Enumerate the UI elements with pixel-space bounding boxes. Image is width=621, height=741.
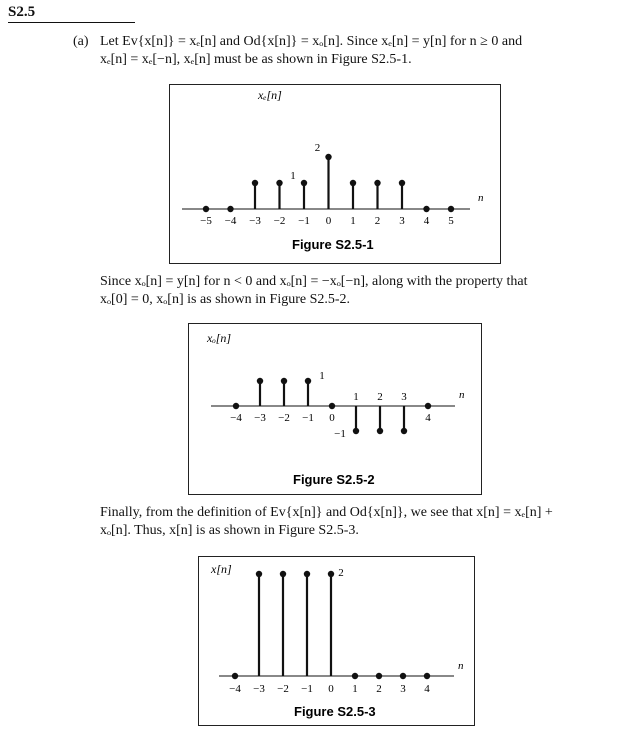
stem-point bbox=[401, 428, 407, 434]
tick-label: −4 bbox=[230, 412, 242, 424]
stem-point bbox=[376, 673, 382, 679]
tick-label: −2 bbox=[273, 215, 286, 227]
stem-point bbox=[377, 428, 383, 434]
stem-point bbox=[423, 206, 429, 212]
tick-label: −1 bbox=[301, 683, 313, 695]
stem-point bbox=[325, 154, 331, 160]
stem-point bbox=[425, 403, 431, 409]
tick-label: 1 bbox=[352, 683, 358, 695]
tick-label: 3 bbox=[399, 215, 405, 227]
signal-label: x[n] bbox=[211, 562, 232, 576]
tick-label: −4 bbox=[229, 683, 241, 695]
stem-point bbox=[329, 403, 335, 409]
tick-label: −2 bbox=[278, 412, 290, 424]
stem-point bbox=[399, 180, 405, 186]
stem-point bbox=[232, 673, 238, 679]
section-rule bbox=[8, 22, 135, 23]
stem-point bbox=[352, 673, 358, 679]
stem-plot-svg bbox=[170, 85, 500, 263]
stem-point bbox=[227, 206, 233, 212]
tick-label: −3 bbox=[254, 412, 266, 424]
stem-plot-svg bbox=[189, 324, 481, 494]
tick-label: 2 bbox=[376, 683, 382, 695]
figure-caption: Figure S2.5-1 bbox=[292, 237, 374, 252]
value-annotation: −1 bbox=[334, 428, 346, 440]
para2-line-2: xₒ[0] = 0, xₒ[n] is as shown in Figure S2.5-2. bbox=[100, 292, 351, 307]
tick-label: 1 bbox=[353, 391, 359, 403]
part-a-label: (a) bbox=[73, 34, 89, 49]
tick-label: −3 bbox=[253, 683, 265, 695]
figure-caption: Figure S2.5-3 bbox=[294, 704, 376, 719]
tick-label: 5 bbox=[448, 215, 454, 227]
tick-label: 2 bbox=[374, 215, 381, 227]
stem-point bbox=[256, 571, 262, 577]
stem-point bbox=[424, 673, 430, 679]
para2-line-1: Since xₒ[n] = y[n] for n < 0 and xₒ[n] = −xₒ[−n], along with the property that bbox=[100, 274, 528, 289]
axis-n-label: n bbox=[459, 389, 465, 401]
tick-label: −3 bbox=[249, 215, 261, 227]
stem-point bbox=[281, 378, 287, 384]
stem-point bbox=[448, 206, 454, 212]
stem-point bbox=[328, 571, 334, 577]
tick-label: 0 bbox=[325, 215, 332, 227]
tick-label: 4 bbox=[425, 412, 431, 424]
stem-point bbox=[305, 378, 311, 384]
part-a-line-2: xₑ[n] = xₑ[−n], xₑ[n] must be as shown in Figure S2.5-1. bbox=[100, 52, 412, 67]
signal-label: xₑ[n] bbox=[258, 88, 282, 102]
stem-point bbox=[304, 571, 310, 577]
stem-point bbox=[280, 571, 286, 577]
para3-line-2: xₒ[n]. Thus, x[n] is as shown in Figure S2.5-3. bbox=[100, 523, 359, 538]
stem-plot-svg bbox=[199, 557, 474, 725]
axis-n-label: n bbox=[478, 192, 484, 204]
figure-caption: Figure S2.5-2 bbox=[293, 472, 375, 487]
figure-s2-5-2 bbox=[188, 323, 482, 495]
part-a-line-1: Let Ev{x[n]} = xₑ[n] and Od{x[n]} = xₒ[n]. Since xₑ[n] = y[n] for n ≥ 0 and bbox=[100, 34, 523, 49]
section-heading: S2.5 bbox=[8, 4, 36, 20]
stem-point bbox=[257, 378, 263, 384]
figure-s2-5-1 bbox=[169, 84, 501, 264]
tick-label: 0 bbox=[329, 412, 335, 424]
tick-label: −1 bbox=[302, 412, 314, 424]
stem-point bbox=[400, 673, 406, 679]
tick-label: −5 bbox=[200, 215, 212, 227]
tick-label: 4 bbox=[423, 215, 430, 227]
tick-label: −2 bbox=[277, 683, 289, 695]
signal-label: xₒ[n] bbox=[207, 331, 232, 345]
tick-label: 2 bbox=[377, 391, 383, 403]
stem-point bbox=[203, 206, 209, 212]
tick-label: 4 bbox=[424, 683, 430, 695]
tick-label: 3 bbox=[400, 683, 406, 695]
value-annotation: 2 bbox=[314, 142, 321, 154]
tick-label: −1 bbox=[298, 215, 310, 227]
stem-point bbox=[350, 180, 356, 186]
stem-point bbox=[301, 180, 307, 186]
stem-point bbox=[252, 180, 258, 186]
value-annotation: 1 bbox=[290, 170, 296, 182]
stem-point bbox=[233, 403, 239, 409]
stem-point bbox=[353, 428, 359, 434]
stem-point bbox=[276, 180, 282, 186]
value-annotation: 1 bbox=[319, 370, 325, 382]
tick-label: 3 bbox=[401, 391, 407, 403]
value-annotation: 2 bbox=[338, 567, 344, 579]
para3-line-1: Finally, from the definition of Ev{x[n]} and Od{x[n]}, we see that x[n] = xₑ[n] + bbox=[100, 505, 553, 520]
figure-s2-5-3 bbox=[198, 556, 475, 726]
tick-label: −4 bbox=[224, 215, 237, 227]
stem-point bbox=[374, 180, 380, 186]
axis-n-label: n bbox=[458, 660, 464, 672]
tick-label: 0 bbox=[328, 683, 334, 695]
tick-label: 1 bbox=[350, 215, 356, 227]
